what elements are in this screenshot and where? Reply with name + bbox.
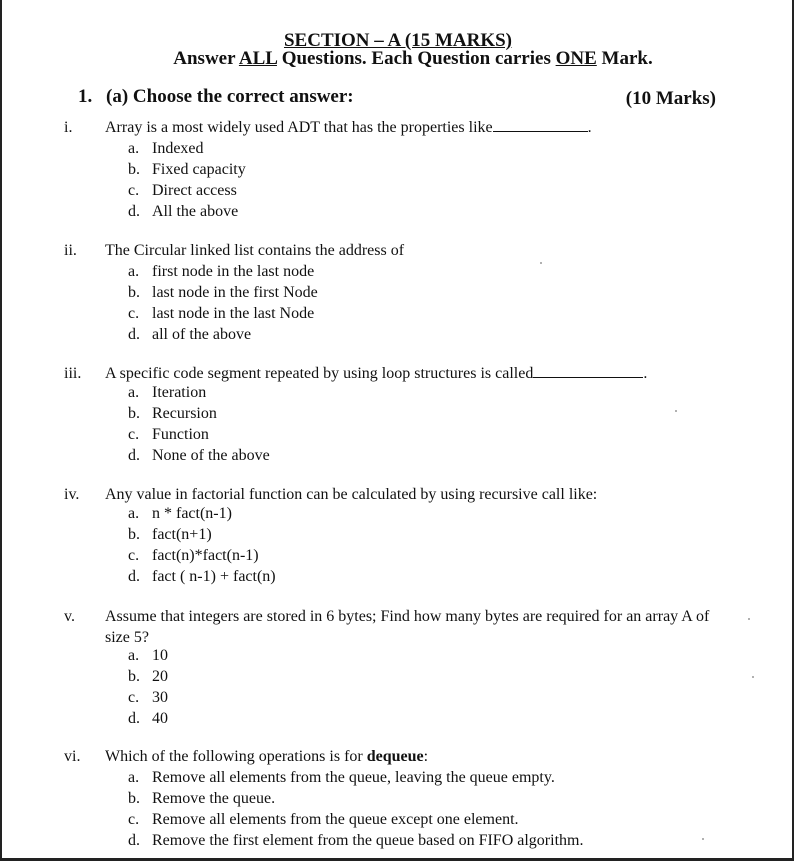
roman-numeral: i. [64,119,73,136]
option-d: d. all of the above [128,326,252,343]
option-d: d. All the above [128,203,239,220]
scan-speck [752,676,754,678]
option-c: c. 30 [128,689,168,706]
option-c: c. Remove all elements from the queue except one element. [128,811,519,828]
marks-label: (10 Marks) [625,88,716,109]
options-iii [128,382,270,466]
option-b: b. fact(n+1) [128,526,212,543]
option-c: c. Direct access [128,182,237,199]
option-a: a. 10 [128,647,168,664]
question-stem: Any value in factorial function can be calculated by using recursive call like: [105,486,598,503]
roman-numeral: iii. [64,365,82,382]
option-c: c. fact(n)*fact(n-1) [128,547,259,564]
option-b: b. last node in the first Node [128,284,318,301]
roman-numeral: vi. [64,748,81,765]
option-c: c. last node in the last Node [128,305,315,322]
question-stem: The Circular linked list contains the address of [105,242,405,259]
options-i [128,138,246,222]
option-b: b. Recursion [128,405,217,422]
option-a: a. Remove all elements from the queue, leaving the queue empty. [128,769,555,786]
roman-numeral: v. [64,608,75,625]
question-stem: Which of the following operations is for dequeue: [105,748,429,765]
scan-speck [748,618,750,620]
option-d: d. fact ( n-1) + fact(n) [128,568,276,585]
question-stem: A specific code segment repeated by using loop structures is called . [105,365,648,382]
option-a: a. first node in the last node [128,263,315,280]
question-stem: Assume that integers are stored in 6 bytes; Find how many bytes are required for an array A of size 5? [105,608,710,646]
option-d: d. Remove the first element from the queue based on FIFO algorithm. [128,832,584,849]
option-d: d. 40 [128,710,168,727]
option-c: c. Function [128,426,209,443]
instructions: Answer ALL Questions. Each Question carries ONE Mark. [173,48,653,69]
section-title: SECTION – A (15 MARKS) [283,30,513,51]
options-v [128,645,168,729]
options-vi [128,767,583,851]
options-ii [128,261,318,345]
option-b: b. Fixed capacity [128,161,246,178]
question-stem: Array is a most widely used ADT that has the properties like . [105,119,592,136]
option-d: d. None of the above [128,447,270,464]
option-b: b. Remove the queue. [128,790,276,807]
roman-numeral: iv. [64,486,80,503]
scan-speck [702,838,704,840]
option-a: a. Iteration [128,384,207,401]
scan-speck [675,410,677,412]
option-a: a. n * fact(n-1) [128,505,232,522]
options-iv [128,503,276,587]
scan-speck [540,262,542,264]
question-heading: 1. (a) Choose the correct answer: [78,86,354,107]
option-b: b. 20 [128,668,168,685]
option-a: a. Indexed [128,140,204,157]
roman-numeral: ii. [64,242,77,259]
